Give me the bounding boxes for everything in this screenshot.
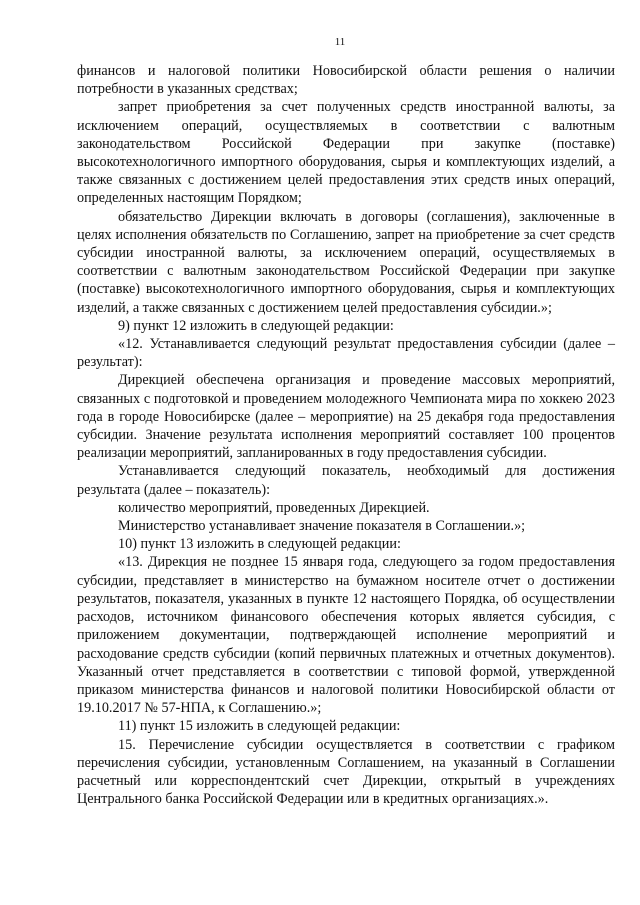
paragraph: финансов и налоговой политики Новосибирской области решения о наличии потребности в указанных средствах; <box>77 63 615 98</box>
paragraph: «13. Дирекция не позднее 15 января года, следующего за годом предоставления субсидии, представляет в министерство на бумажном носителе отчет о достижении результатов, показателя, указанных в пункте 12 настоящего Порядка, об осуществлении расходов, источником финансового обеспечения которых является субсидия, с приложением документации, подтверждающей исполнение мероприятий и расходование средств субсидии (копий первичных платежных и отчетных документов). Указанный отчет представляется в соответствии с типовой формой, утвержденной приказом министерства финансов и налоговой политики Новосибирской области от 19.10.2017 № 57-НПА, к Соглашению.»; <box>77 554 615 717</box>
paragraph: запрет приобретения за счет полученных средств иностранной валюты, за исключением операций, осуществляемых в соответствии с валютным законодательством Российской Федерации при закупке (поставке) высокотехнологичного импортного оборудования, сырья и комплектующих изделий, а также связанных с достижением целей предоставления этих средств иных операций, определенных настоящим Порядком; <box>77 99 615 207</box>
paragraph: Министерство устанавливает значение показателя в Соглашении.»; <box>118 518 526 535</box>
paragraph: «12. Устанавливается следующий результат предоставления субсидии (далее – результат): <box>77 336 615 371</box>
paragraph: 11) пункт 15 изложить в следующей редакции: <box>118 718 401 735</box>
document-body <box>77 62 615 808</box>
paragraph: 9) пункт 12 изложить в следующей редакции: <box>118 317 394 334</box>
page-number: 11 <box>334 36 346 48</box>
paragraph: 10) пункт 13 изложить в следующей редакции: <box>118 536 401 553</box>
paragraph: Дирекцией обеспечена организация и проведение массовых мероприятий, связанных с подготовкой и проведением молодежного Чемпионата мира по хоккею 2023 года в городе Новосибирске (далее – мероприятие) на 25 декабря года предоставления субсидии. Значение результата исполнения мероприятий составляет 100 процентов реализации мероприятий, запланированных в году предоставления субсидии. <box>77 372 615 462</box>
paragraph: 15. Перечисление субсидии осуществляется в соответствии с графиком перечисления субсидии, установленным Соглашением, на указанный в Соглашении расчетный или корреспондентский счет Дирекции, открытый в учреждениях Центрального банка Российской Федерации или в кредитных организациях.». <box>77 736 615 808</box>
paragraph: количество мероприятий, проведенных Дирекцией. <box>118 499 430 516</box>
paragraph: Устанавливается следующий показатель, необходимый для достижения результата (далее – показатель): <box>77 463 615 498</box>
paragraph: обязательство Дирекции включать в договоры (соглашения), заключенные в целях исполнения обязательств по Соглашению, запрет на приобретение за счет средств субсидии иностранной валюты, за исключением операций, осуществляемых в соответствии с валютным законодательством Российской Федерации при закупке (поставке) высокотехнологичного импортного оборудования, сырья и комплектующих изделий, а также связанных с достижением целей предоставления субсидии.»; <box>77 208 615 316</box>
